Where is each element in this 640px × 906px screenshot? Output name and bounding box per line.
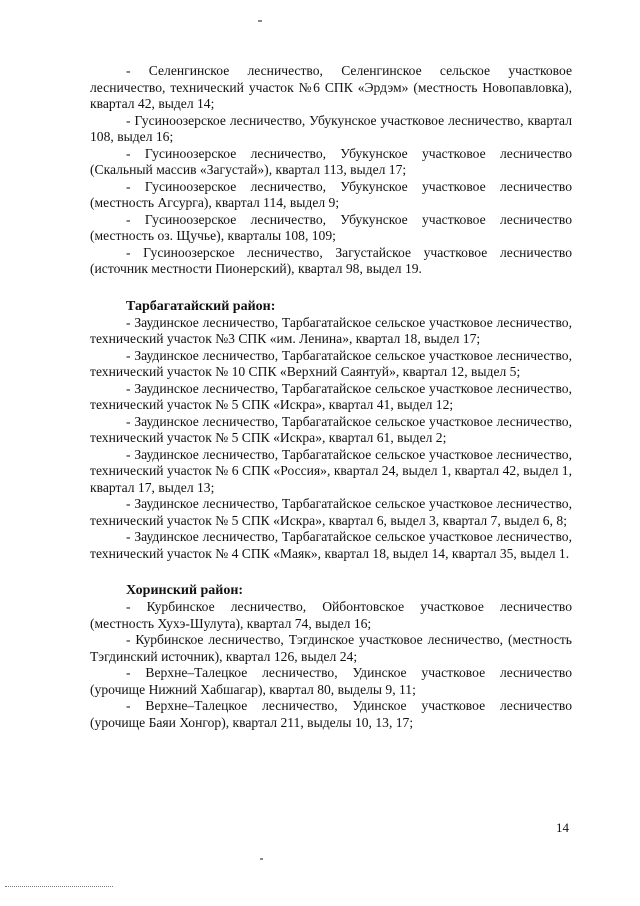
list-item: - Курбинское лесничество, Тэгдинское участковое лесничество, (местность Тэгдинский источник), квартал 126, выдел 24;	[90, 632, 572, 664]
list-item: - Заудинское лесничество, Тарбагатайское сельское участковое лесничество, технический участок № 6 СПК «Россия», квартал 24, выдел 1, квартал 42, выдел 1, квартал 17, выдел 13;	[90, 446, 572, 495]
document-body	[90, 63, 572, 731]
list-item: - Заудинское лесничество, Тарбагатайское сельское участковое лесничество, технический участок № 5 СПК «Искра», квартал 6, выдел 3, квартал 7, выдел 6, 8;	[90, 496, 572, 528]
list-item: - Гусиноозерское лесничество, Убукунское участковое лесничество (местность Агсурга), квартал 114, выдел 9;	[90, 178, 572, 210]
section-tarbagatai	[90, 298, 572, 563]
list-item: - Заудинское лесничество, Тарбагатайское сельское участковое лесничество, технический участок №3 СПК «им. Ленина», квартал 18, выдел 17;	[90, 314, 572, 346]
list-item: - Заудинское лесничество, Тарбагатайское сельское участковое лесничество, технический участок № 5 СПК «Искра», квартал 41, выдел 12;	[90, 380, 572, 412]
page-number: 14	[556, 820, 569, 835]
scan-mark-bottom	[260, 858, 263, 860]
section-heading: Тарбагатайский район:	[126, 298, 276, 314]
list-item: - Гусиноозерское лесничество, Убукунское участковое лесничество (Скальный массив «Загустай»), квартал 113, выдел 17;	[90, 145, 572, 177]
section-selenga-continuation	[90, 63, 572, 278]
list-item: - Верхне–Талецкое лесничество, Удинское участковое лесничество (урочище Нижний Хабшагар), квартал 80, выделы 9, 11;	[90, 665, 572, 697]
list-item: - Заудинское лесничество, Тарбагатайское сельское участковое лесничество, технический участок № 4 СПК «Маяк», квартал 18, выдел 14, квартал 35, выдел 1.	[90, 529, 572, 561]
scan-mark-top	[258, 20, 262, 22]
footer-rule	[5, 886, 113, 887]
list-item: - Гусиноозерское лесничество, Загустайское участковое лесничество (источник местности Пионерский), квартал 98, выдел 19.	[90, 244, 572, 276]
list-item: - Верхне–Талецкое лесничество, Удинское участковое лесничество (урочище Баяи Хонгор), квартал 211, выделы 10, 13, 17;	[90, 698, 572, 730]
section-heading: Хоринский район:	[126, 583, 244, 598]
list-item: - Гусиноозерское лесничество, Убукунское участковое лесничество (местность оз. Щучье), кварталы 108, 109;	[90, 211, 572, 243]
list-item: - Селенгинское лесничество, Селенгинское сельское участковое лесничество, технический участок №6 СПК «Эрдэм» (местность Новопавловка), квартал 42, выдел 14;	[90, 63, 572, 111]
list-item: - Курбинское лесничество, Ойбонтовское участковое лесничество (местность Хухэ-Шулута), квартал 74, выдел 16;	[90, 599, 572, 631]
list-item: - Гусиноозерское лесничество, Убукунское участковое лесничество, квартал 108, выдел 16;	[90, 112, 572, 144]
list-item: - Заудинское лесничество, Тарбагатайское сельское участковое лесничество, технический участок № 10 СПК «Верхний Саянтуй», квартал 12, выдел 5;	[90, 347, 572, 379]
section-khorinsk	[90, 582, 572, 731]
list-item: - Заудинское лесничество, Тарбагатайское сельское участковое лесничество, технический участок № 5 СПК «Искра», квартал 61, выдел 2;	[90, 413, 572, 445]
